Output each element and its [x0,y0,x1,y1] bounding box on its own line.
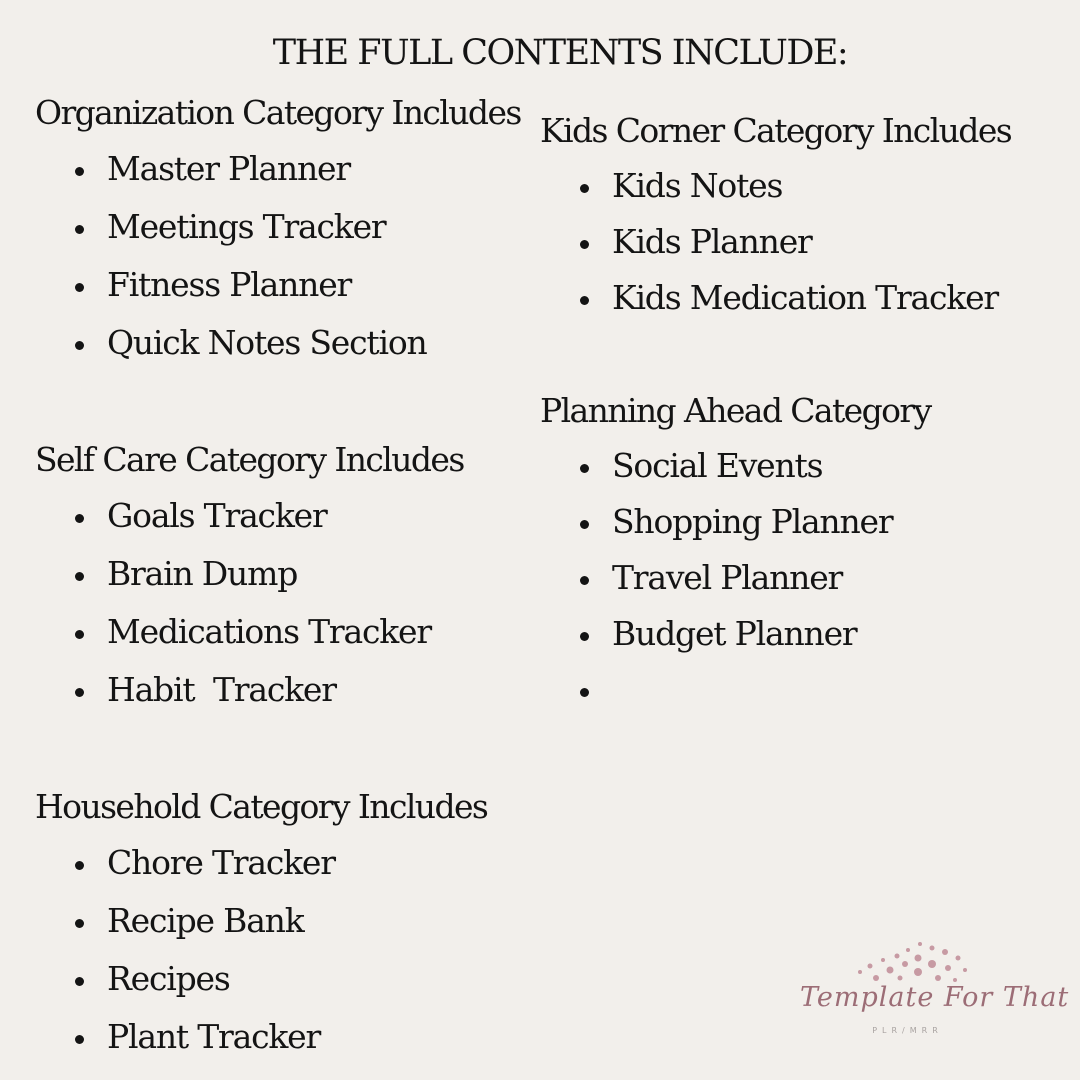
list-item-empty [540,662,931,718]
list-item-label: Travel Planner [612,558,843,597]
bullet-icon [75,1035,84,1044]
list-item [35,545,464,603]
household-heading: Household Category Includes [35,787,488,826]
bullet-icon [75,919,84,928]
logo-subtext: PLR/MRR [872,1026,943,1035]
planning-ahead-heading: Planning Ahead Category [540,391,931,430]
planning-ahead-section [540,390,931,718]
bullet-icon [580,296,589,305]
list-item [540,158,1011,214]
list-item [35,834,487,892]
bullet-icon [75,977,84,986]
household-section [35,786,487,1066]
organization-list [35,140,521,372]
list-item-label: Master Planner [107,149,350,188]
list-item [35,1008,487,1066]
page-title: THE FULL CONTENTS INCLUDE: [272,33,848,73]
list-item [35,198,521,256]
list-item [540,214,1011,270]
list-item [540,494,931,550]
bullet-icon [580,464,589,473]
planning-ahead-list [540,438,931,718]
list-item-label: Meetings Tracker [107,207,386,246]
bullet-icon [580,240,589,249]
list-item [35,140,521,198]
list-item-label: Fitness Planner [107,265,352,304]
list-item-label: Social Events [612,446,823,485]
list-item-label: Shopping Planner [612,502,893,541]
kids-corner-list [540,158,1011,326]
self-care-heading: Self Care Category Includes [35,440,464,479]
bullet-icon [75,341,84,350]
kids-corner-heading: Kids Corner Category Includes [540,111,1012,150]
list-item-label: Recipes [107,959,230,998]
list-item-label: Kids Medication Tracker [612,278,998,317]
bullet-icon [580,184,589,193]
list-item-label: Chore Tracker [107,843,335,882]
bullet-icon [580,576,589,585]
self-care-list [35,487,464,719]
list-item [35,256,521,314]
kids-corner-section [540,110,1011,326]
list-item-label: Recipe Bank [107,901,304,940]
list-item [35,603,464,661]
list-item-label: Kids Notes [612,166,783,205]
brand-logo [800,938,1070,1048]
bullet-icon [580,632,589,641]
list-item [35,661,464,719]
bullet-icon [75,167,84,176]
list-item [35,950,487,1008]
list-item [540,438,931,494]
list-item-label: Quick Notes Section [107,323,427,362]
list-item-label: Goals Tracker [107,496,327,535]
bullet-icon [580,520,589,529]
list-item [35,487,464,545]
list-item [35,892,487,950]
organization-heading: Organization Category Includes [35,93,521,132]
organization-section [35,92,521,372]
household-list [35,834,487,1066]
logo-text: Template For That [800,982,1070,1013]
bullet-icon [75,572,84,581]
list-item-label: Plant Tracker [107,1017,321,1056]
list-item [540,270,1011,326]
self-care-section [35,439,464,719]
list-item-label: Brain Dump [107,554,298,593]
list-item-label: Kids Planner [612,222,812,261]
bullet-icon [580,688,589,697]
list-item [540,606,931,662]
list-item-label: Habit Tracker [107,670,336,709]
bullet-icon [75,630,84,639]
list-item [35,314,521,372]
list-item-label: Budget Planner [612,614,857,653]
bullet-icon [75,283,84,292]
list-item-label: Medications Tracker [107,612,431,651]
bullet-icon [75,688,84,697]
bullet-icon [75,861,84,870]
bullet-icon [75,225,84,234]
bullet-icon [75,514,84,523]
list-item [540,550,931,606]
